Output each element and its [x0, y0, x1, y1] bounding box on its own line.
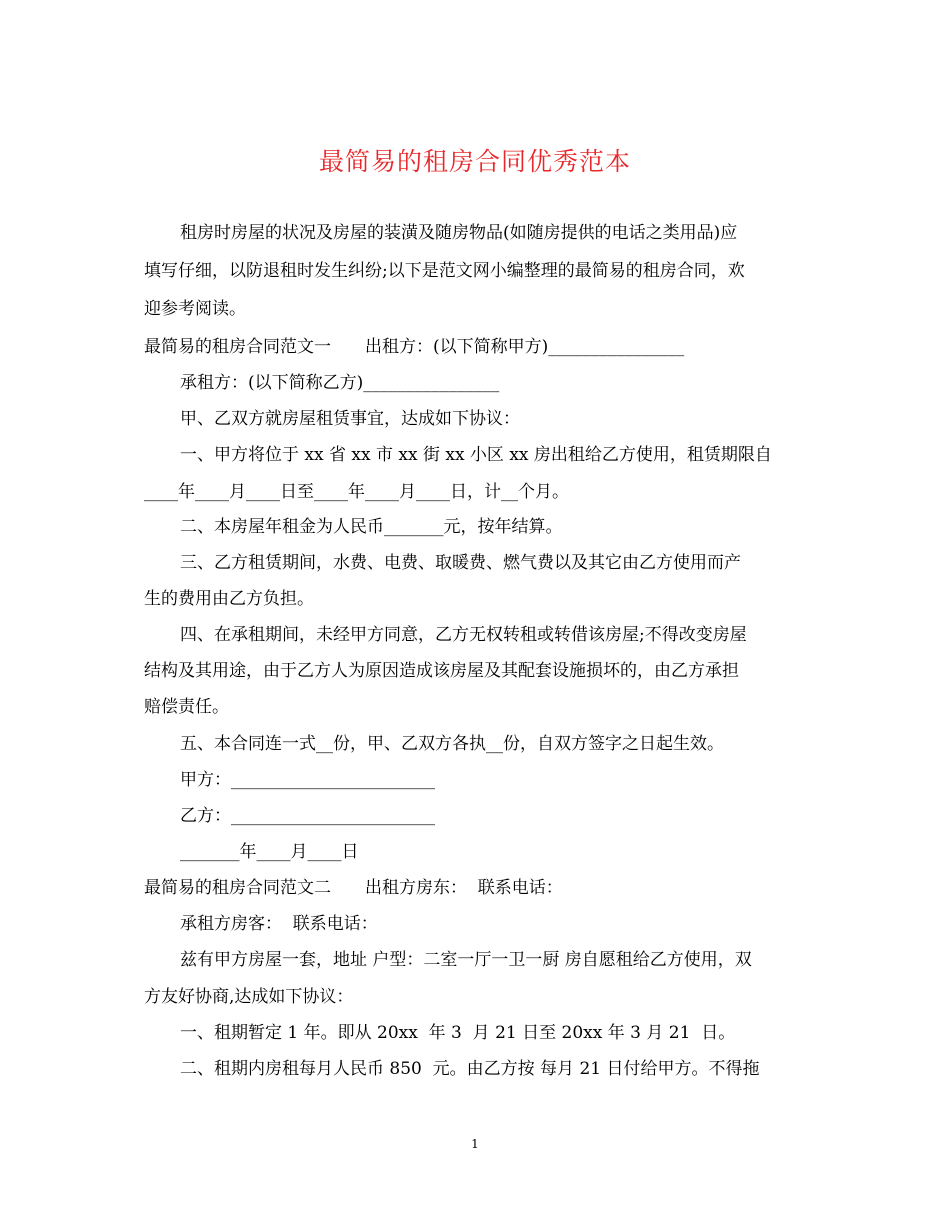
paragraph-line: 二、本房屋年租金为人民币_______元，按年结算。 — [180, 517, 563, 537]
paragraph-line: 方友好协商,达成如下协议： — [144, 987, 354, 1007]
paragraph-line: 承租方房客： 联系电话： — [180, 914, 378, 934]
paragraph-line: 一、甲方将位于 xx 省 xx 市 xx 街 xx 小区 xx 房出租给乙方使用，租赁期限自 — [180, 445, 772, 465]
paragraph-line: 结构及其用途，由于乙方人为原因造成该房屋及其配套设施损坏的，由乙方承担 — [144, 661, 739, 681]
date-line: _______年____月____日 — [180, 842, 359, 862]
paragraph-line: 生的费用由乙方负担。 — [144, 589, 314, 609]
paragraph-line: 三、乙方租赁期间，水费、电费、取暖费、燃气费以及其它由乙方使用而产 — [180, 553, 741, 573]
paragraph-line: 最简易的租房合同范文一 出租方：(以下简称甲方)________________ — [144, 337, 685, 357]
paragraph-line: 四、在承租期间，未经甲方同意，乙方无权转租或转借该房屋;不得改变房屋 — [180, 625, 747, 645]
paragraph-line: 最简易的租房合同范文二 出租方房东： 联系电话： — [144, 878, 563, 898]
paragraph-line: 迎参考阅读。 — [144, 299, 246, 319]
paragraph-line: 兹有甲方房屋一套，地址 户型：二室一厅一卫一厨 房自愿租给乙方使用，双 — [180, 950, 752, 970]
paragraph-line: 填写仔细，以防退租时发生纠纷;以下是范文网小编整理的最简易的租房合同，欢 — [144, 261, 745, 281]
document-title: 最简易的租房合同优秀范本 — [318, 147, 631, 176]
signature-line: 甲方：________________________ — [180, 770, 435, 790]
page-number: 1 — [471, 1137, 479, 1151]
signature-line: 乙方：________________________ — [180, 806, 435, 826]
paragraph-line: 赔偿责任。 — [144, 697, 229, 717]
paragraph-line: 一、租期暂定 1 年。即从 20xx 年 3 月 21 日至 20xx 年 3 月 21 日。 — [180, 1023, 736, 1043]
paragraph-line: ____年____月____日至____年____月____日，计__个月。 — [144, 482, 569, 502]
paragraph-line: 甲、乙双方就房屋租赁事宜，达成如下协议： — [180, 409, 520, 429]
paragraph-line: 承租方：(以下简称乙方)________________ — [180, 373, 500, 393]
paragraph-line: 五、本合同连一式__份，甲、乙双方各执__份，自双方签字之日起生效。 — [180, 734, 724, 754]
paragraph-line: 二、租期内房租每月人民币 850 元。由乙方按 每月 21 日付给甲方。不得拖 — [180, 1059, 760, 1079]
paragraph-line: 租房时房屋的状况及房屋的装潢及随房物品(如随房提供的电话之类用品)应 — [180, 223, 738, 243]
